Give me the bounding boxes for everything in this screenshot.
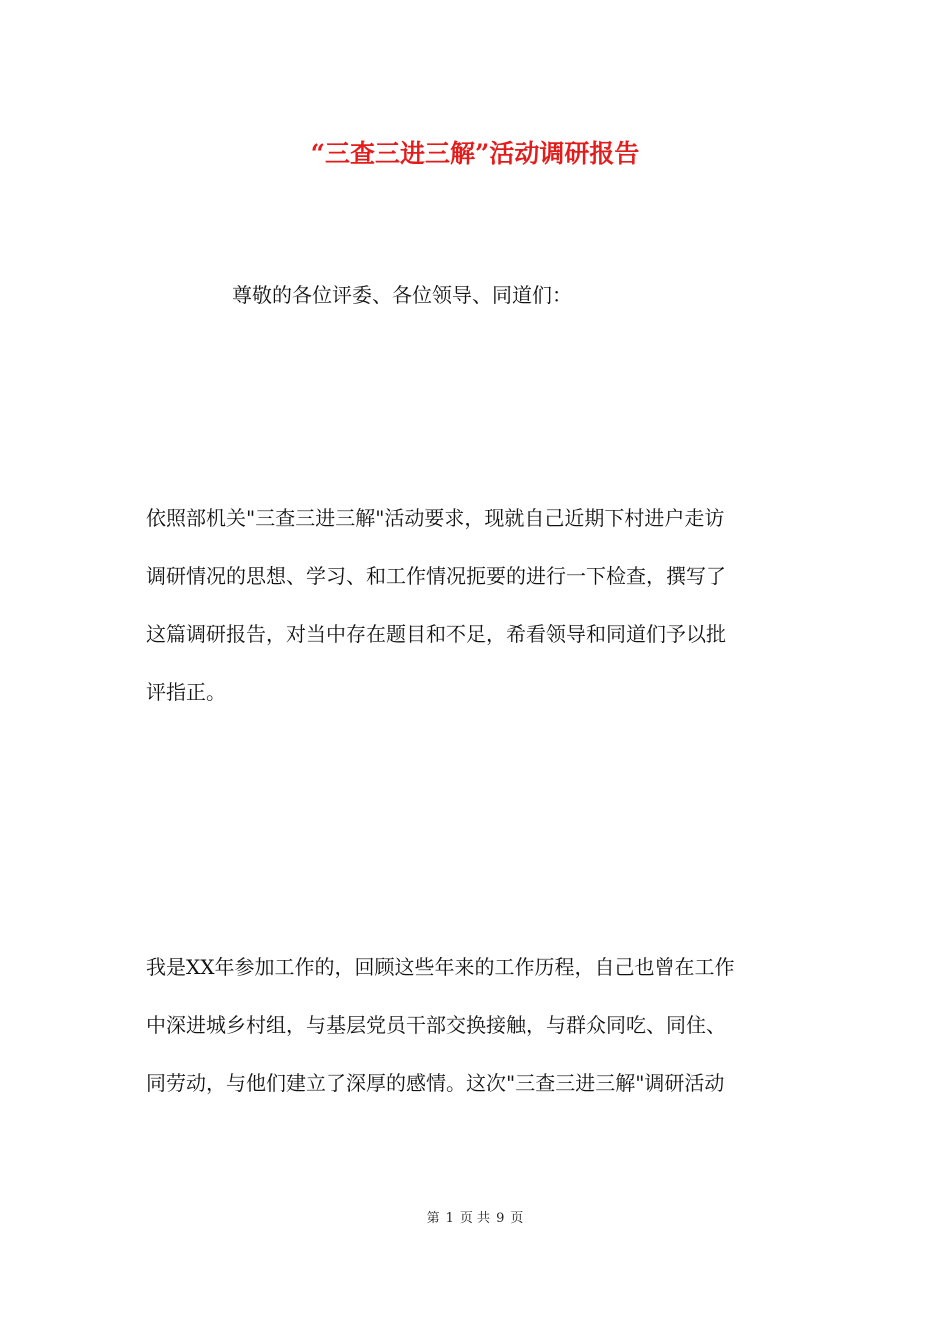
- paragraph-line: 依照部机关"三查三进三解"活动要求，现就自己近期下村进户走访: [146, 506, 725, 530]
- current-page-number: 1: [445, 1211, 454, 1226]
- paragraph-line: 调研情况的思想、学习、和工作情况扼要的进行一下检查，撰写了: [146, 564, 726, 588]
- paragraph-line: 中深进城乡村组，与基层党员干部交换接触，与群众同吃、同住、: [146, 1013, 726, 1037]
- document-title: “三查三进三解”活动调研报告: [310, 139, 640, 168]
- paragraph-1: [146, 503, 816, 735]
- page-footer: [0, 1210, 950, 1228]
- paragraph-line: 我是XX年参加工作的，回顾这些年来的工作历程，自己也曾在工作: [146, 955, 735, 979]
- paragraph-2: [146, 952, 816, 1126]
- greeting: 尊敬的各位评委、各位领导、同道们：: [232, 283, 572, 307]
- paragraph-line: 这篇调研报告，对当中存在题目和不足，希看领导和同道们予以批: [146, 622, 726, 646]
- total-pages-number: 9: [496, 1211, 505, 1226]
- page-label-suffix: 页: [510, 1211, 524, 1226]
- paragraph-line: 评指正。: [146, 680, 226, 704]
- page-label-mid: 页 共: [459, 1211, 491, 1226]
- page-label-prefix: 第: [426, 1211, 440, 1226]
- paragraph-line: 同劳动，与他们建立了深厚的感情。这次"三查三进三解"调研活动: [146, 1071, 725, 1095]
